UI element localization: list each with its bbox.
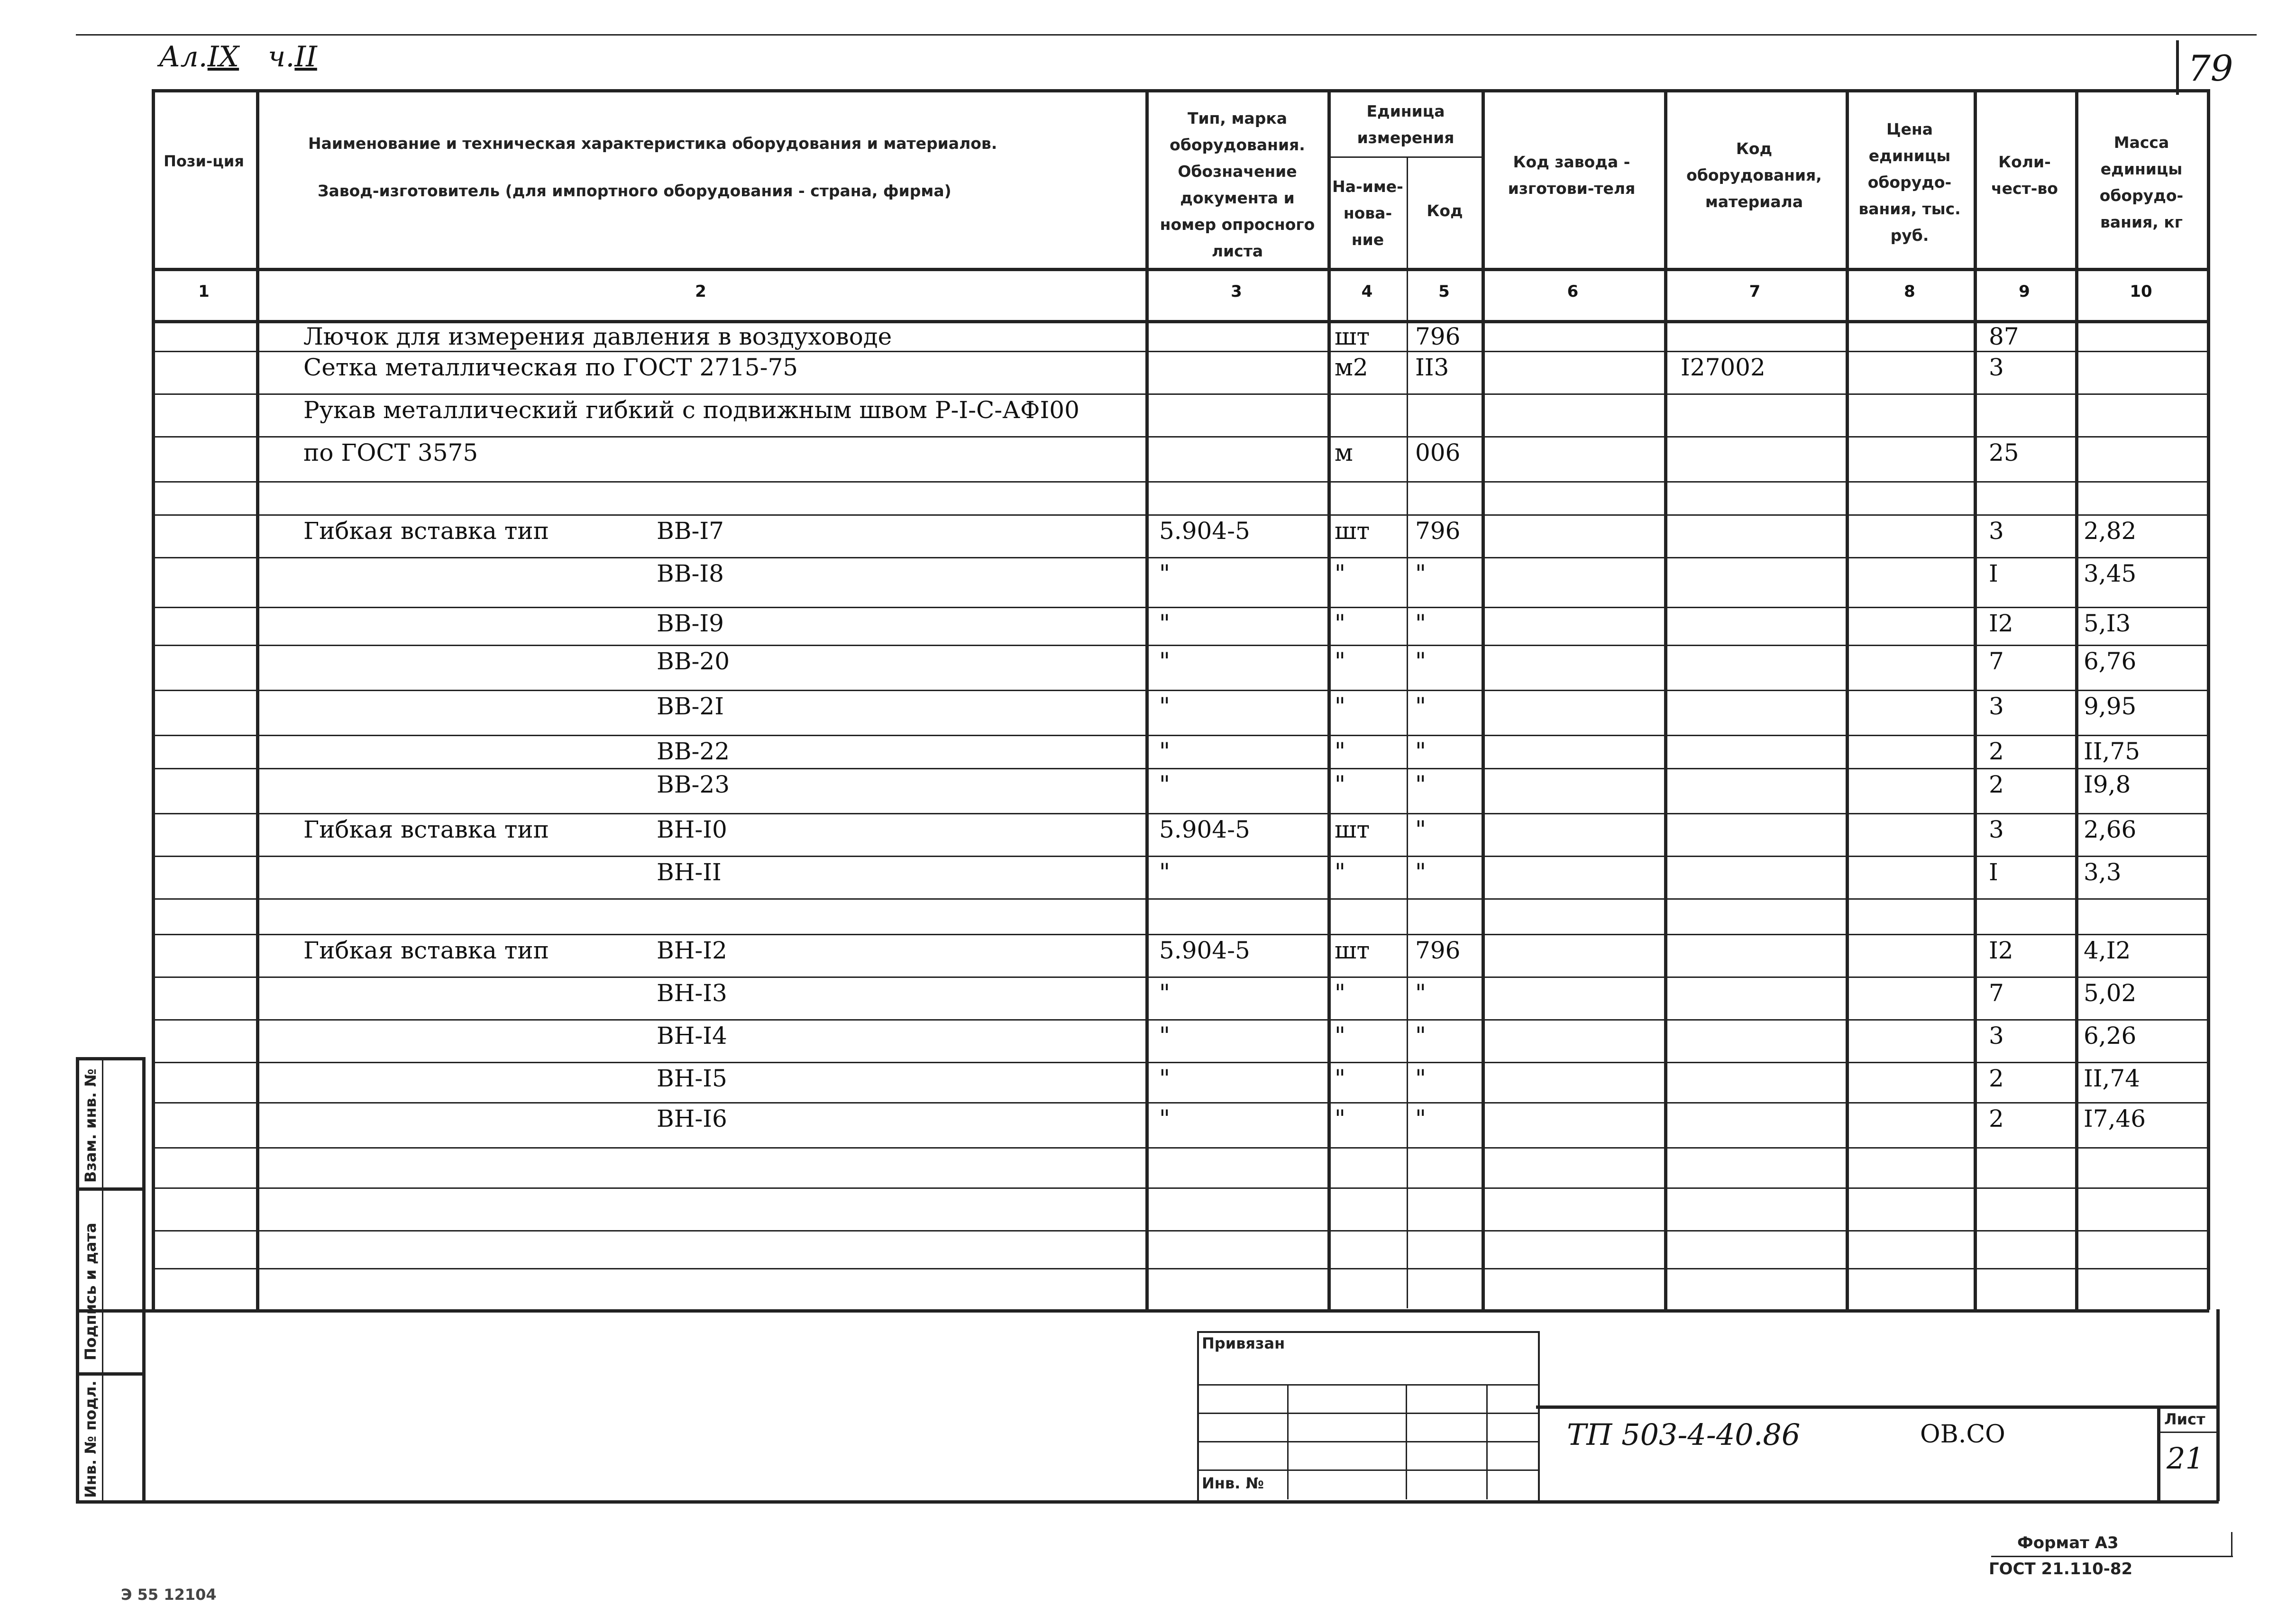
cell-name: Сетка металлическая по ГОСТ 2715-75 bbox=[303, 354, 798, 381]
cell-type: 5.904-5 bbox=[1159, 937, 1250, 964]
cell-qty: I2 bbox=[1989, 610, 2013, 637]
row-line bbox=[152, 1187, 2209, 1189]
cell-type: 5.904-5 bbox=[1159, 517, 1250, 545]
cell-name: Гибкая вставка тип bbox=[303, 937, 549, 964]
album-number: IX bbox=[207, 40, 239, 73]
table-left-border bbox=[152, 89, 155, 1310]
cell-qty: 2 bbox=[1989, 1065, 2004, 1092]
row-line bbox=[152, 1102, 2209, 1104]
side-inv-podl: Инв. № подл. bbox=[82, 1380, 100, 1498]
side-podpis: Подпись и дата bbox=[82, 1223, 100, 1360]
colnum-3: 3 bbox=[1231, 282, 1242, 301]
row-line bbox=[152, 1230, 2209, 1232]
format-tick bbox=[2231, 1532, 2232, 1557]
side-strip-div2 bbox=[76, 1372, 145, 1376]
cell-name: Лючок для измерения давления в воздуховоде bbox=[303, 323, 892, 350]
cell-mass: 6,76 bbox=[2084, 648, 2137, 675]
cell-qty: 3 bbox=[1989, 517, 2004, 545]
cell-name: Гибкая вставка тип bbox=[303, 816, 549, 843]
cell-mass: 2,82 bbox=[2084, 517, 2137, 545]
cell-qty: 7 bbox=[1989, 979, 2004, 1007]
cell-name: Рукав металлический гибкий с подвижным швом Р-I-С-АФI00 bbox=[303, 396, 1079, 424]
col-divider-3 bbox=[1327, 89, 1331, 1310]
colnum-8: 8 bbox=[1904, 282, 1915, 301]
cell-qty: 2 bbox=[1989, 771, 2004, 798]
header-unit-name: На-име-нова-ние bbox=[1332, 177, 1403, 249]
cell-mass: 3,45 bbox=[2084, 560, 2137, 587]
row-line bbox=[152, 481, 2209, 483]
cell-unit: " bbox=[1335, 560, 1345, 587]
cell-name: Гибкая вставка тип bbox=[303, 517, 549, 545]
privyazan-label: Привязан bbox=[1202, 1334, 1285, 1352]
row-line bbox=[152, 514, 2209, 516]
row-line bbox=[152, 1019, 2209, 1021]
row-line bbox=[152, 436, 2209, 438]
header-price: Цена единицы оборудо-вания, тыс. руб. bbox=[1858, 120, 1961, 245]
row-line bbox=[152, 735, 2209, 736]
stamp-prefix: Э bbox=[121, 1586, 132, 1604]
col-divider-6 bbox=[1664, 89, 1667, 1310]
header-type: Тип, марка оборудования. Обозначение документа и номер опросного листа bbox=[1160, 109, 1315, 260]
row-line bbox=[152, 1268, 2209, 1269]
cell-code: " bbox=[1415, 738, 1426, 765]
cell-code: " bbox=[1415, 858, 1426, 886]
cell-unit: " bbox=[1335, 1105, 1345, 1132]
row-line bbox=[152, 768, 2209, 769]
side-strip-top bbox=[76, 1057, 145, 1060]
header-unit-code: Код bbox=[1427, 201, 1463, 220]
cell-mark: ВВ-22 bbox=[657, 738, 730, 765]
row-line bbox=[152, 690, 2209, 691]
cell-unit: шт bbox=[1335, 323, 1370, 350]
col-divider-1 bbox=[256, 89, 259, 1310]
cell-code: " bbox=[1415, 979, 1426, 1007]
cell-code7: I27002 bbox=[1681, 354, 1765, 381]
cell-mass: I9,8 bbox=[2084, 771, 2131, 798]
page-number: 79 bbox=[2188, 47, 2233, 89]
cell-code: II3 bbox=[1415, 354, 1449, 381]
cell-unit: шт bbox=[1335, 937, 1370, 964]
cell-code: " bbox=[1415, 1065, 1426, 1092]
cell-unit: " bbox=[1335, 610, 1345, 637]
col-divider-9 bbox=[2075, 89, 2078, 1310]
cell-type: " bbox=[1159, 610, 1170, 637]
cell-code: " bbox=[1415, 1105, 1426, 1132]
cell-mark: ВН-I5 bbox=[657, 1065, 727, 1092]
colnum-9: 9 bbox=[2019, 282, 2030, 301]
header-factory-code: Код завода - изготови-теля bbox=[1508, 153, 1636, 198]
cell-mark: ВВ-I9 bbox=[657, 610, 724, 637]
cell-qty: 2 bbox=[1989, 738, 2004, 765]
header-name-line1: Наименование и техническая характеристика оборудования и материалов. bbox=[308, 134, 997, 153]
header-unit: Единица измерения bbox=[1357, 101, 1454, 147]
doc-code: ОВ.СО bbox=[1920, 1420, 2005, 1449]
header-bottom-line bbox=[152, 268, 2209, 271]
table-right-border bbox=[2207, 89, 2210, 1310]
album-label bbox=[159, 40, 239, 73]
album-prefix: Ал. bbox=[159, 40, 208, 73]
cell-unit: " bbox=[1335, 648, 1345, 675]
row-line bbox=[152, 976, 2209, 978]
row-line bbox=[152, 898, 2209, 900]
colnum-2: 2 bbox=[695, 282, 706, 301]
cell-mark: ВВ-I7 bbox=[657, 517, 724, 545]
cell-code: " bbox=[1415, 610, 1426, 637]
cell-code: " bbox=[1415, 693, 1426, 720]
row-line bbox=[152, 393, 2209, 395]
row-line bbox=[152, 856, 2209, 857]
cell-mark: ВВ-I8 bbox=[657, 560, 724, 587]
cell-unit: " bbox=[1335, 693, 1345, 720]
cell-mark: ВН-I6 bbox=[657, 1105, 727, 1132]
cell-type: " bbox=[1159, 771, 1170, 798]
colnum-4: 4 bbox=[1361, 282, 1373, 301]
cell-unit: " bbox=[1335, 858, 1345, 886]
gost-label: ГОСТ 21.110-82 bbox=[1989, 1560, 2133, 1578]
header-quantity: Коли-чест-во bbox=[1991, 153, 2058, 198]
cell-type: " bbox=[1159, 738, 1170, 765]
cell-type: " bbox=[1159, 560, 1170, 587]
cell-mark: ВВ-2I bbox=[657, 693, 724, 720]
title-block-top bbox=[1536, 1405, 2219, 1409]
cell-qty: I bbox=[1989, 560, 1998, 587]
cell-unit: м2 bbox=[1335, 354, 1368, 381]
project-number: ТП 503-4-40.86 bbox=[1567, 1417, 1801, 1452]
cell-mass: 5,02 bbox=[2084, 979, 2137, 1007]
privyazan-col1 bbox=[1287, 1384, 1289, 1499]
cell-unit: м bbox=[1335, 439, 1353, 466]
cell-unit: " bbox=[1335, 1065, 1345, 1092]
privyazan-col3 bbox=[1486, 1384, 1488, 1499]
header-name-line2: Завод-изготовитель (для импортного оборудования - страна, фирма) bbox=[318, 182, 951, 200]
cell-type: " bbox=[1159, 858, 1170, 886]
row-line bbox=[152, 1062, 2209, 1063]
cell-mass: 6,26 bbox=[2084, 1022, 2137, 1049]
cell-mass: 3,3 bbox=[2084, 858, 2122, 886]
colnum-1: 1 bbox=[198, 282, 210, 301]
cell-mass: 5,I3 bbox=[2084, 610, 2131, 637]
cell-unit: " bbox=[1335, 979, 1345, 1007]
row-line bbox=[152, 645, 2209, 646]
col-divider-8 bbox=[1974, 89, 1977, 1310]
cell-mark: ВН-I3 bbox=[657, 979, 727, 1007]
cell-code: " bbox=[1415, 648, 1426, 675]
row-line bbox=[152, 934, 2209, 935]
cell-qty: 2 bbox=[1989, 1105, 2004, 1132]
header-position: Пози-ция bbox=[164, 152, 244, 170]
colnum-6: 6 bbox=[1567, 282, 1579, 301]
col-divider-5 bbox=[1482, 89, 1485, 1310]
cell-code: 796 bbox=[1415, 937, 1461, 964]
cell-code: " bbox=[1415, 1022, 1426, 1049]
format-underline bbox=[1991, 1556, 2233, 1557]
part-label bbox=[268, 40, 317, 73]
table-bottom-line bbox=[76, 1309, 2209, 1313]
unit-split-line bbox=[1327, 156, 1484, 158]
sheet-box-line bbox=[2157, 1432, 2218, 1433]
cell-type: " bbox=[1159, 648, 1170, 675]
cell-type: " bbox=[1159, 1105, 1170, 1132]
row-line bbox=[152, 1147, 2209, 1149]
cell-qty: 7 bbox=[1989, 648, 2004, 675]
colnum-7: 7 bbox=[1749, 282, 1761, 301]
cell-type: " bbox=[1159, 1065, 1170, 1092]
row-line bbox=[152, 607, 2209, 608]
side-strip-left bbox=[76, 1057, 79, 1500]
header-mass: Масса единицы оборудо-вания, кг bbox=[2099, 133, 2184, 231]
col-divider-7 bbox=[1846, 89, 1849, 1310]
side-strip-div1 bbox=[76, 1187, 145, 1191]
sheet-label: Лист bbox=[2164, 1410, 2205, 1428]
side-strip-right bbox=[142, 1057, 146, 1500]
part-prefix: ч. bbox=[268, 40, 295, 73]
cell-qty: 25 bbox=[1989, 439, 2019, 466]
cell-code: " bbox=[1415, 560, 1426, 587]
top-border-line bbox=[76, 34, 2257, 36]
cell-code: 796 bbox=[1415, 323, 1461, 350]
side-vzam-inv: Взам. инв. № bbox=[82, 1068, 100, 1183]
row-line bbox=[152, 351, 2209, 352]
cell-type: " bbox=[1159, 979, 1170, 1007]
header-top-line bbox=[152, 89, 2209, 92]
cell-qty: 3 bbox=[1989, 816, 2004, 843]
cell-unit: " bbox=[1335, 738, 1345, 765]
cell-code: " bbox=[1415, 816, 1426, 843]
cell-mark: ВВ-23 bbox=[657, 771, 730, 798]
side-strip-inner bbox=[102, 1057, 103, 1500]
privyazan-col2 bbox=[1406, 1384, 1407, 1499]
sheet-number: 21 bbox=[2167, 1441, 2204, 1476]
cell-mark: ВН-I2 bbox=[657, 937, 727, 964]
cell-code: " bbox=[1415, 771, 1426, 798]
cell-name: по ГОСТ 3575 bbox=[303, 439, 478, 466]
cell-qty: 3 bbox=[1989, 354, 2004, 381]
cell-mark: ВН-I0 bbox=[657, 816, 727, 843]
cell-mark: ВВ-20 bbox=[657, 648, 730, 675]
cell-qty: 3 bbox=[1989, 693, 2004, 720]
cell-mass: 9,95 bbox=[2084, 693, 2137, 720]
cell-unit: " bbox=[1335, 1022, 1345, 1049]
cell-mass: I7,46 bbox=[2084, 1105, 2146, 1132]
cell-mass: II,74 bbox=[2084, 1065, 2140, 1092]
cell-mass: II,75 bbox=[2084, 738, 2140, 765]
cell-code: 006 bbox=[1415, 439, 1461, 466]
colnum-5: 5 bbox=[1438, 282, 1450, 301]
cell-code: 796 bbox=[1415, 517, 1461, 545]
colnum-10: 10 bbox=[2130, 282, 2152, 301]
cell-mark: ВН-II bbox=[657, 858, 722, 886]
cell-unit: " bbox=[1335, 771, 1345, 798]
cell-mass: 2,66 bbox=[2084, 816, 2137, 843]
cell-qty: 87 bbox=[1989, 323, 2019, 350]
format-label: Формат А3 bbox=[2017, 1533, 2119, 1552]
col-divider-2 bbox=[1145, 89, 1149, 1310]
sheet-box-left bbox=[2157, 1405, 2160, 1500]
part-number: II bbox=[294, 40, 317, 73]
stamp-code: 55 12104 bbox=[137, 1586, 217, 1604]
row-line bbox=[152, 557, 2209, 558]
row-line bbox=[152, 813, 2209, 814]
cell-mark: ВН-I4 bbox=[657, 1022, 727, 1049]
bottom-frame-line bbox=[76, 1500, 2219, 1504]
header-equipment-code: Код оборудования, материала bbox=[1686, 139, 1822, 211]
cell-unit: шт bbox=[1335, 517, 1370, 545]
col-divider-4 bbox=[1407, 156, 1408, 1308]
cell-mass: 4,I2 bbox=[2084, 937, 2131, 964]
inv-no-label: Инв. № bbox=[1202, 1474, 1264, 1492]
stamp-number bbox=[121, 1586, 217, 1604]
cell-type: " bbox=[1159, 693, 1170, 720]
cell-type: " bbox=[1159, 1022, 1170, 1049]
cell-unit: шт bbox=[1335, 816, 1370, 843]
cell-qty: I bbox=[1989, 858, 1998, 886]
cell-qty: 3 bbox=[1989, 1022, 2004, 1049]
cell-type: 5.904-5 bbox=[1159, 816, 1250, 843]
cell-qty: I2 bbox=[1989, 937, 2013, 964]
